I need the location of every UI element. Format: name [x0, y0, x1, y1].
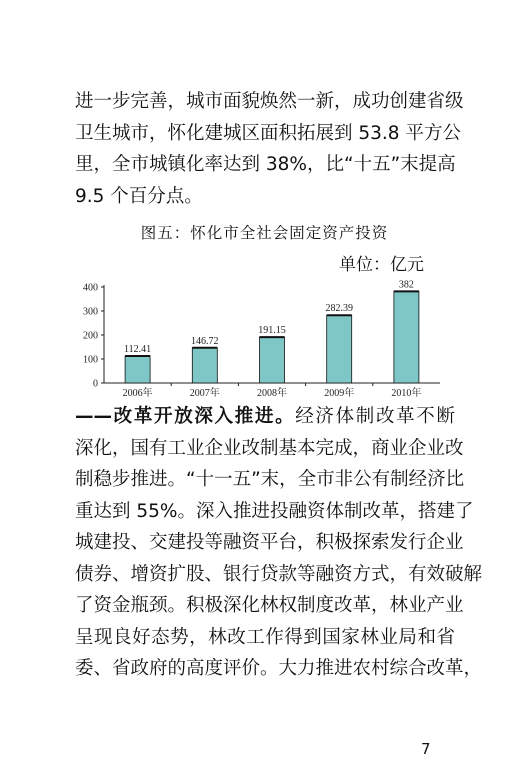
data-label: 282.39: [325, 303, 353, 315]
y-tick-label: 0: [93, 378, 98, 390]
x-tick-label: 2010年: [391, 388, 422, 398]
y-tick-label: 300: [83, 306, 98, 318]
bar: [327, 315, 352, 383]
text-line: 城建投、交建投等融资平台，积极探索发行企业: [75, 532, 464, 553]
page-number: 7: [421, 740, 431, 758]
x-tick-label: 2009年: [324, 388, 355, 398]
text-line: 了资金瓶颈。积极深化林权制度改革，林业产业: [75, 595, 464, 616]
investment-bar-chart: [70, 278, 450, 398]
section-heading: ——改革开放深入推进。: [75, 406, 296, 427]
text-line: 9.5 个百分点。: [75, 185, 203, 207]
chart-title: 图五：怀化市全社会固定资产投资: [140, 224, 389, 242]
y-tick-label: 400: [83, 282, 98, 294]
x-tick-label: 2008年: [257, 388, 287, 398]
text-line: 制稳步推进。“十一五”末，全市非公有制经济比: [75, 469, 465, 490]
text-line: 债券、增资扩股、银行贷款等融资方式，有效破解: [75, 563, 483, 585]
y-tick-label: 100: [83, 354, 98, 366]
data-label: 146.72: [191, 335, 219, 347]
text-line-rest: 经济体制改革不断: [295, 406, 455, 427]
chart-unit-label: 单位：亿元: [339, 255, 424, 275]
text-line: 重达到 55%。深入推进投融资体制改革，搭建了: [75, 500, 474, 522]
data-label: 112.41: [124, 344, 152, 356]
paragraph-reform: [75, 401, 483, 685]
text-line: 里，全市城镇化率达到 38%，比“十五”末提高: [75, 154, 456, 175]
text-line: 呈现良好态势，林改工作得到国家林业局和省: [75, 626, 455, 648]
paragraph-urbanization: [75, 86, 464, 212]
text-line: 卫生城市，怀化建城区面积拓展到 53.8 平方公: [75, 122, 461, 144]
x-tick-label: 2006年: [122, 388, 153, 398]
text-line: [75, 401, 455, 433]
bar: [394, 291, 419, 383]
bar: [260, 337, 285, 383]
x-tick-label: 2007年: [189, 388, 220, 398]
text-line: 进一步完善，城市面貌焕然一新，成功创建省级: [75, 91, 464, 112]
y-tick-label: 200: [83, 330, 98, 342]
bar: [125, 356, 150, 383]
data-label: 191.15: [258, 325, 286, 337]
bar: [192, 348, 217, 383]
data-label: 382: [398, 279, 414, 291]
text-line: 委、省政府的高度评价。大力推进农村综合改革，: [75, 658, 483, 679]
text-line: 深化，国有工业企业改制基本完成，商业企业改: [75, 437, 464, 459]
